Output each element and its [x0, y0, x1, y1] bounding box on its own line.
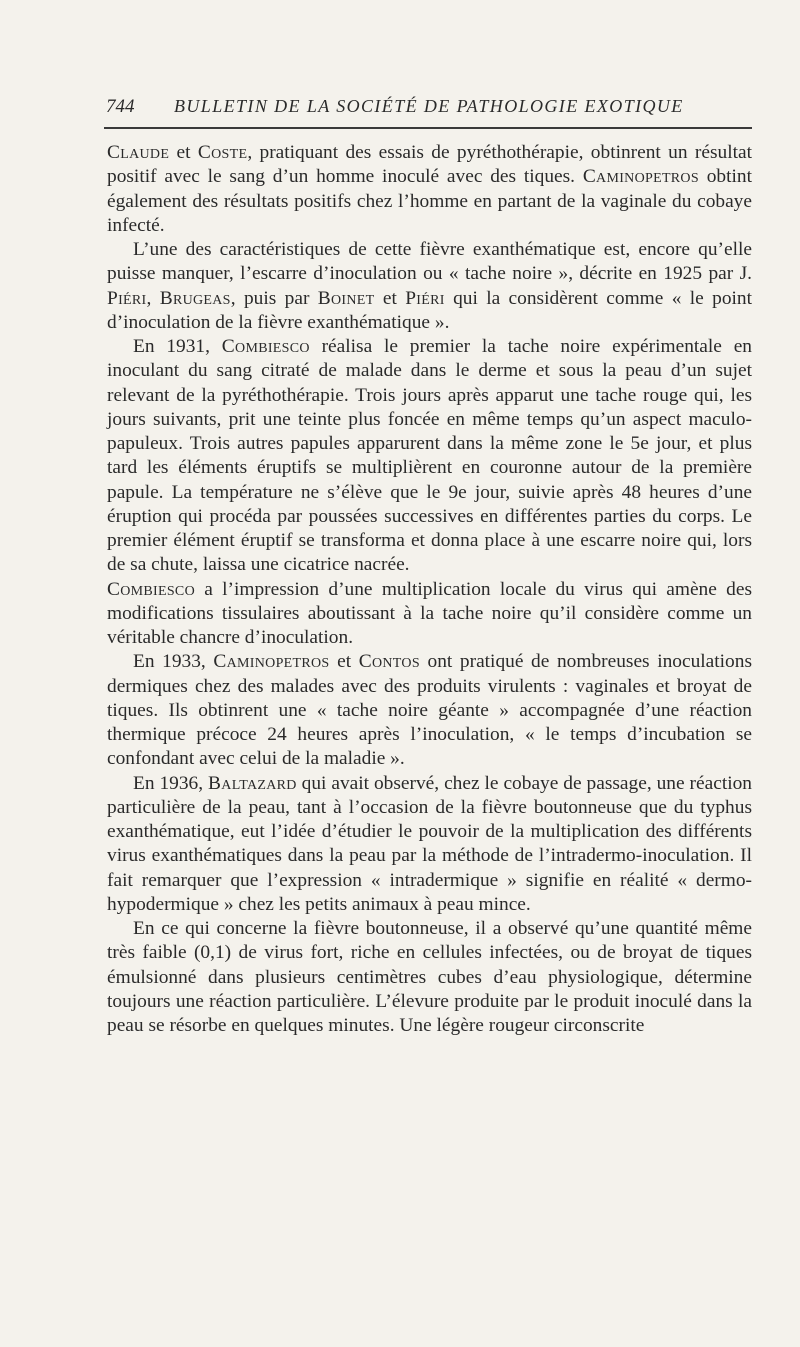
author-name: Contos: [358, 651, 420, 673]
paragraph: [107, 238, 752, 335]
paragraph-text: , pratiquant des essais de pyréthothérapie, obtinrent un résultat positif avec le sang d’un homme inoculé avec des tiques.: [107, 142, 752, 188]
paragraph-text: et: [374, 287, 406, 309]
paragraph-text: En 1936,: [133, 772, 209, 794]
author-name: Boinet: [317, 287, 375, 309]
header-rule: [104, 127, 752, 129]
author-name: Caminopetros: [213, 651, 330, 673]
author-name: Caminopetros: [582, 166, 699, 188]
author-name: Piéri: [405, 287, 445, 309]
paragraph-text: réalisa le premier la tache noire expérimentale en inoculant du sang citraté de malade dans le derme et sous la peau d’un sujet relevant de la pyréthothérapie. Trois jours après apparut une tache rouge qui, les jours suivants, prit une teinte plus foncée en même temps qu’un aspect maculo-papuleux. Trois autres papules apparurent dans la même zone le 5e jour, et plus tard les éléments éruptifs se multiplièrent en couronne autour de la première papule. La température ne s’élève que le 9e jour, suivie après 48 heures d’une éruption qui procéda par poussées successives en différentes parties du corps. Le premier élément éruptif se transforma et donna place à une escarre noire qui, lors de sa chute, laissa une cicatrice nacrée.: [107, 336, 752, 576]
paragraph-text: a l’impression d’une multiplication locale du virus qui amène des modifications tissulaires aboutissant à la tache noire qu’il considère comme un véritable chancre d’inoculation.: [107, 578, 752, 648]
paragraph: [107, 578, 752, 651]
paragraph-text: qui la considèrent comme « le point d’inoculation de la fièvre exanthématique ».: [107, 287, 752, 333]
paragraph-text: ont pratiqué de nombreuses inoculations dermiques chez des malades avec des produits virulents : vaginales et broyat de tiques. Ils obtinrent une « tache noire géante » accompagnée d’une réaction thermique précoce 24 heures après l’inoculation, « le temps d’incubation se confondant avec celui de la maladie ».: [107, 651, 752, 770]
paragraph: [107, 650, 752, 771]
paragraph-text: et: [169, 142, 198, 163]
author-name: Brugeas: [159, 287, 231, 309]
paragraph-text: ,: [146, 287, 160, 309]
paragraph-text: En 1933,: [133, 651, 214, 673]
paragraph-text: L’une des caractéristiques de cette fièvre exanthématique est, encore qu’elle puisse manquer, l’escarre d’inoculation ou « tache noire », décrite en 1925 par J.: [107, 239, 752, 285]
running-header: [106, 96, 752, 122]
page-number: 744: [106, 96, 135, 117]
paragraph-text: obtint également des résultats positifs chez l’homme en partant de la vaginale du cobaye infecté.: [107, 166, 752, 236]
author-name: Combiesco: [221, 336, 310, 357]
paragraph-text: En 1931,: [133, 336, 222, 357]
paragraph-text: , puis par: [230, 287, 318, 309]
author-name: Baltazard: [208, 772, 297, 794]
body-text: [107, 141, 752, 1038]
paragraph-text: qui avait observé, chez le cobaye de passage, une réaction particulière de la peau, tant à l’occasion de la fièvre boutonneuse que du typhus exanthématique, eut l’idée d’étudier le pouvoir de la multiplication des différents virus exanthématiques dans la peau par la méthode de l’intradermo-inoculation. Il fait remarquer que l’expression « intradermique » signifie en réalité « dermo-hypodermique » chez les petits animaux à peau mince.: [107, 772, 752, 915]
paragraph: [107, 917, 752, 1038]
paragraph-text: et: [329, 651, 359, 673]
author-name: Piéri: [107, 287, 147, 309]
author-name: Coste: [197, 142, 248, 163]
paragraph: [107, 335, 752, 578]
author-name: Combiesco: [107, 578, 195, 600]
running-title: BULLETIN DE LA SOCIÉTÉ DE PATHOLOGIE EXOTIQUE: [174, 96, 684, 116]
paragraph-text: En ce qui concerne la fièvre boutonneuse, il a observé qu’une quantité même très faible (0,1) de virus fort, riche en cellules infectées, ou de broyat de tiques émulsionné dans plusieurs centimètres cubes d’eau physiologique, détermine toujours une réaction particulière. L’élevure produite par le produit inoculé dans la peau se résorbe en quelques minutes. Une légère rougeur circonscrite: [107, 918, 752, 1036]
paragraph: [107, 772, 752, 918]
paragraph: [107, 141, 752, 238]
author-name: Claude: [107, 142, 170, 163]
